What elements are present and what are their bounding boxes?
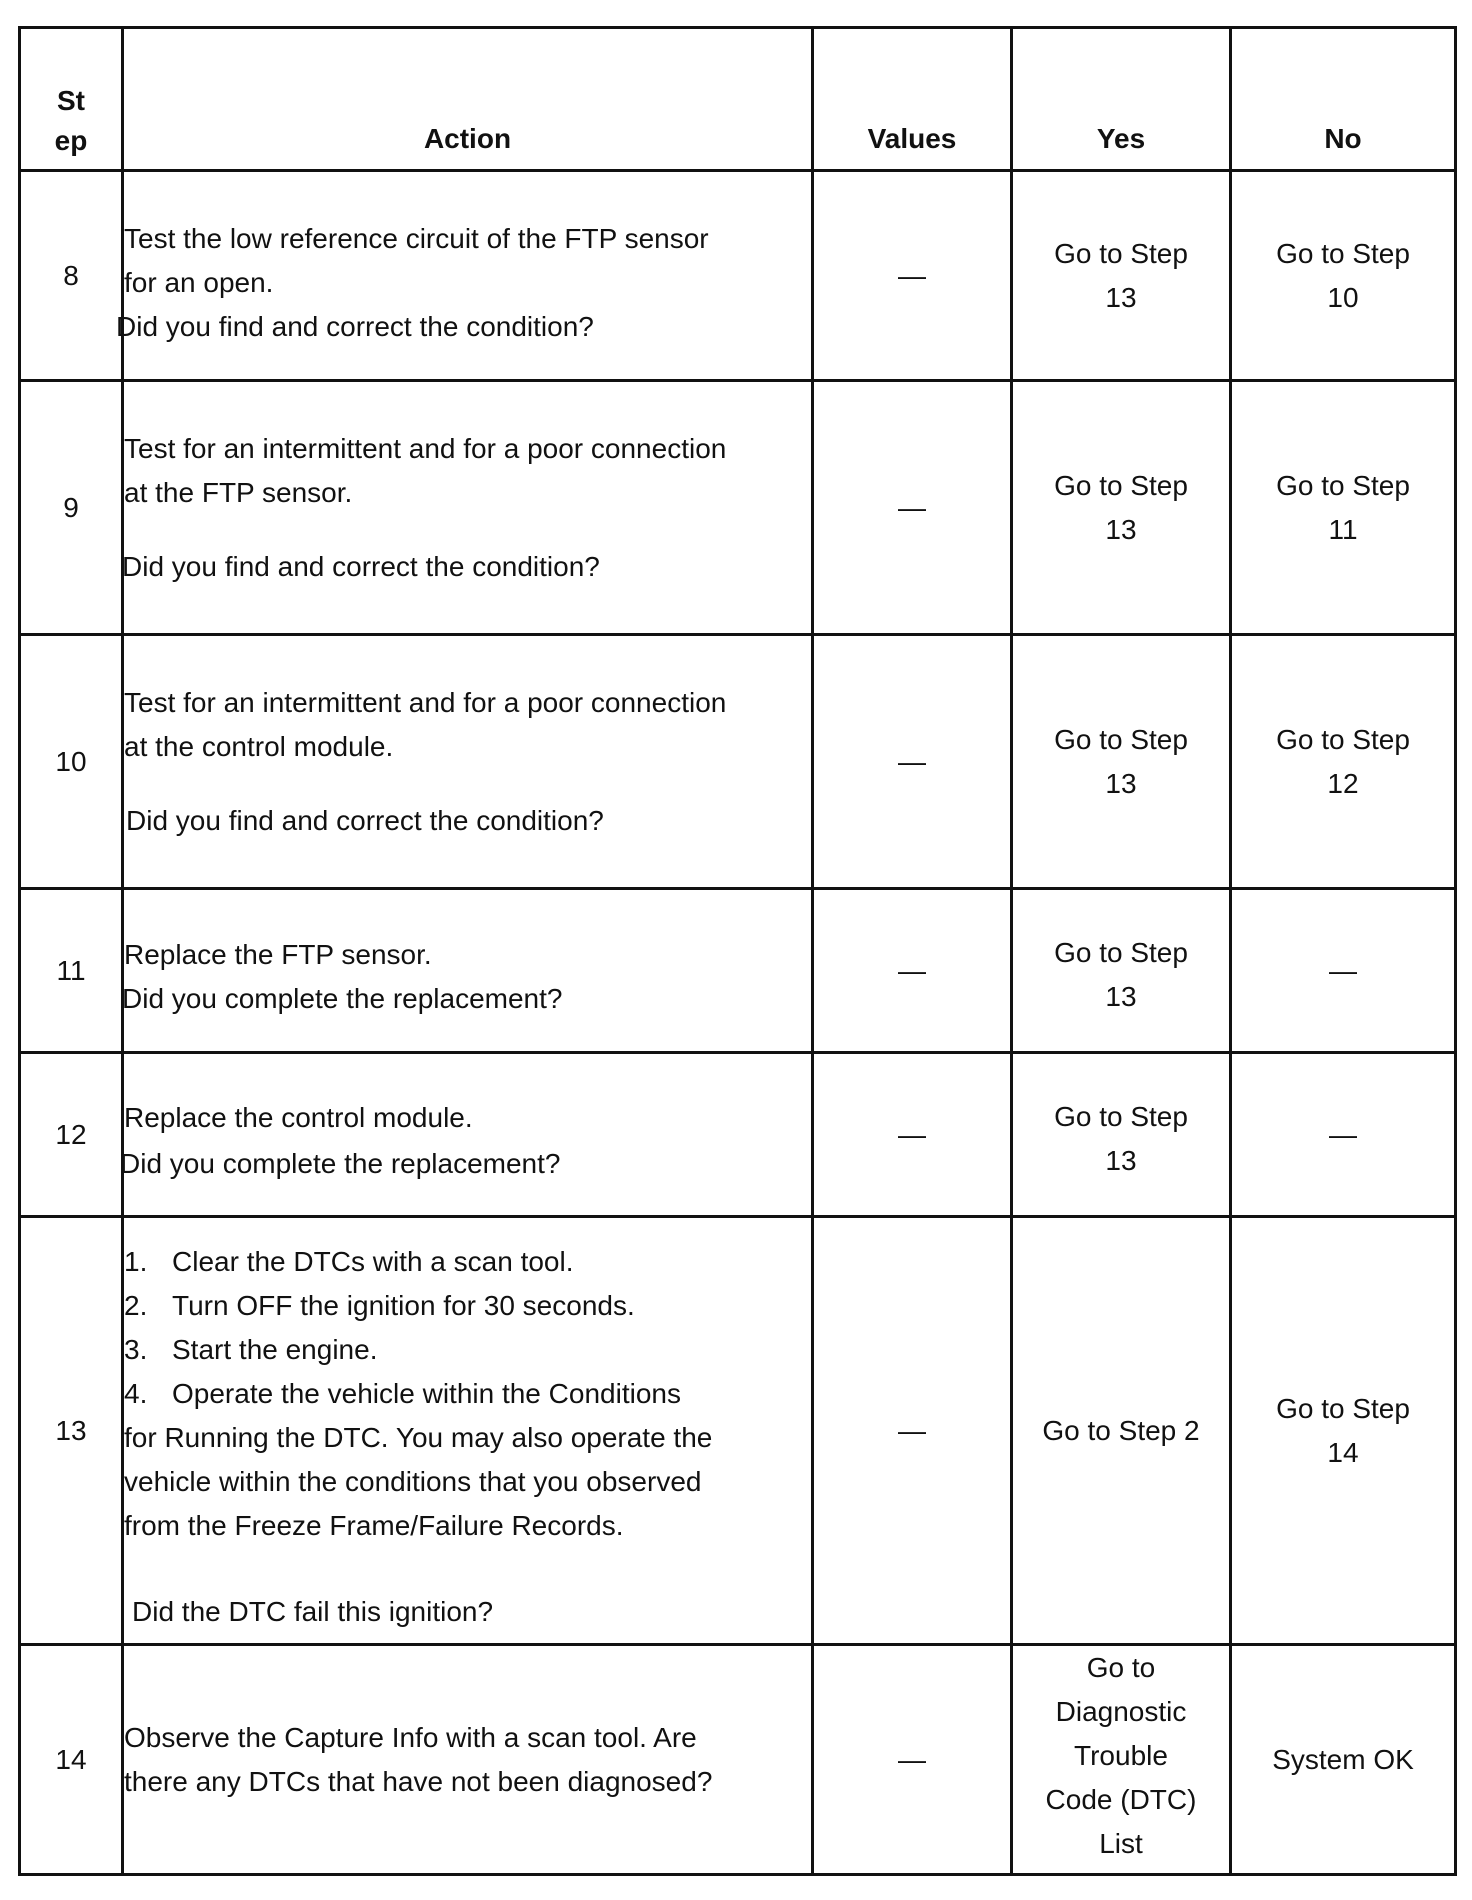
step-number: 8 (20, 171, 123, 381)
table-row (20, 1645, 1456, 1875)
yes-line: Go to Step (1054, 1100, 1188, 1132)
action-question: Did you find and correct the condition? (116, 310, 594, 342)
no-cell (1231, 889, 1456, 1053)
no-line: Go to Step (1276, 1392, 1410, 1424)
no-line: — (1329, 1118, 1357, 1150)
values-cell: — (813, 171, 1012, 381)
table-row (20, 635, 1456, 889)
action-question: Did you complete the replacement? (120, 1147, 561, 1179)
yes-line: Code (DTC) (1045, 1784, 1197, 1815)
action-line: at the FTP sensor. (124, 476, 353, 508)
no-line: Go to Step (1276, 469, 1410, 501)
table-row (20, 381, 1456, 635)
action-question: Did the DTC fail this ignition? (132, 1595, 494, 1627)
yes-line: Go to Step (1054, 469, 1188, 501)
list-number: 1. (124, 1245, 148, 1277)
column-header-yes: Yes (1012, 28, 1231, 171)
no-line: 14 (1327, 1436, 1359, 1468)
action-line: Replace the control module. (124, 1101, 473, 1133)
action-line: from the Freeze Frame/Failure Records. (124, 1509, 624, 1541)
yes-cell (1012, 1645, 1231, 1875)
yes-line: 13 (1105, 513, 1137, 545)
no-line: 10 (1327, 281, 1359, 313)
step-number: 9 (20, 381, 123, 635)
yes-cell (1012, 889, 1231, 1053)
no-line: 11 (1328, 513, 1358, 545)
no-line: Go to Step (1276, 237, 1410, 269)
table-row (20, 171, 1456, 381)
no-cell (1231, 635, 1456, 889)
action-list-item (124, 1284, 811, 1328)
step-number: 14 (20, 1645, 123, 1875)
table-header-row (20, 28, 1456, 171)
yes-line: List (1099, 1828, 1143, 1859)
values-cell: — (813, 635, 1012, 889)
action-line: Observe the Capture Info with a scan tool. Are (124, 1721, 697, 1753)
list-text: Turn OFF the ignition for 30 seconds. (172, 1289, 635, 1321)
no-cell (1231, 1645, 1456, 1875)
table-row (20, 889, 1456, 1053)
step-number: 13 (20, 1217, 123, 1645)
yes-line: 13 (1105, 1144, 1137, 1176)
no-cell (1231, 381, 1456, 635)
yes-cell (1012, 1053, 1231, 1217)
yes-cell (1012, 171, 1231, 381)
yes-line: Go to Step (1054, 936, 1188, 968)
list-text: Start the engine. (172, 1333, 378, 1365)
action-line: Test for an intermittent and for a poor connection (124, 686, 727, 718)
values-cell: — (813, 889, 1012, 1053)
yes-line: Go to Step (1054, 237, 1188, 269)
list-text: Clear the DTCs with a scan tool. (172, 1245, 574, 1277)
action-question: Did you find and correct the condition? (126, 804, 604, 836)
column-header-values: Values (813, 28, 1012, 171)
action-list-item (124, 1240, 811, 1284)
table-row (20, 1217, 1456, 1645)
action-line: at the control module. (124, 730, 394, 762)
action-list-item (124, 1372, 811, 1416)
yes-cell (1012, 635, 1231, 889)
no-cell (1231, 171, 1456, 381)
action-line: for an open. (124, 266, 274, 298)
list-text: Operate the vehicle within the Conditions (172, 1377, 681, 1409)
values-cell: — (813, 1645, 1012, 1875)
action-line: there any DTCs that have not been diagnosed? (124, 1765, 713, 1797)
action-cell (120, 1053, 813, 1217)
action-line: vehicle within the conditions that you observed (124, 1465, 702, 1497)
action-cell (116, 171, 813, 381)
action-line: Replace the FTP sensor. (124, 938, 432, 970)
no-line: System OK (1272, 1743, 1414, 1775)
action-question: Did you find and correct the condition? (122, 550, 600, 582)
yes-line: Go to Step (1054, 723, 1188, 755)
values-cell: — (813, 1217, 1012, 1645)
action-question: Did you complete the replacement? (122, 982, 563, 1014)
list-number: 2. (124, 1289, 148, 1321)
action-cell (123, 635, 813, 889)
list-number: 4. (124, 1377, 148, 1409)
yes-line: Trouble (1074, 1740, 1168, 1771)
yes-line: Go to Step 2 (1042, 1414, 1200, 1446)
values-cell: — (813, 381, 1012, 635)
action-cell (123, 381, 813, 635)
step-number: 11 (20, 889, 123, 1053)
no-line: Go to Step (1276, 723, 1410, 755)
step-number: 12 (20, 1053, 123, 1217)
no-cell (1231, 1053, 1456, 1217)
action-line: for Running the DTC. You may also operate the (124, 1421, 713, 1453)
yes-line: 13 (1105, 980, 1137, 1012)
yes-cell (1012, 381, 1231, 635)
action-line: Test for an intermittent and for a poor connection (124, 432, 727, 464)
no-cell (1231, 1217, 1456, 1645)
values-cell: — (813, 1053, 1012, 1217)
step-number: 10 (20, 635, 123, 889)
yes-line: 13 (1105, 767, 1137, 799)
yes-line: 13 (1105, 281, 1137, 313)
yes-line: Diagnostic (1055, 1696, 1187, 1727)
list-number: 3. (124, 1333, 148, 1365)
action-list-item (124, 1328, 811, 1372)
header-step-line-1: St (57, 85, 85, 116)
column-header-action: Action (123, 28, 813, 171)
column-header-no: No (1231, 28, 1456, 171)
column-header-step (20, 28, 123, 171)
diagnostic-steps-table (18, 26, 1457, 1876)
action-cell (123, 889, 813, 1053)
yes-line: Go to (1086, 1652, 1156, 1683)
table-row (20, 1053, 1456, 1217)
action-cell (123, 1645, 813, 1875)
no-line: — (1329, 954, 1357, 986)
yes-cell (1012, 1217, 1231, 1645)
no-line: 12 (1327, 767, 1359, 799)
action-cell (123, 1217, 813, 1645)
action-line: Test the low reference circuit of the FTP sensor (124, 222, 709, 254)
header-step-line-2: ep (54, 125, 88, 156)
